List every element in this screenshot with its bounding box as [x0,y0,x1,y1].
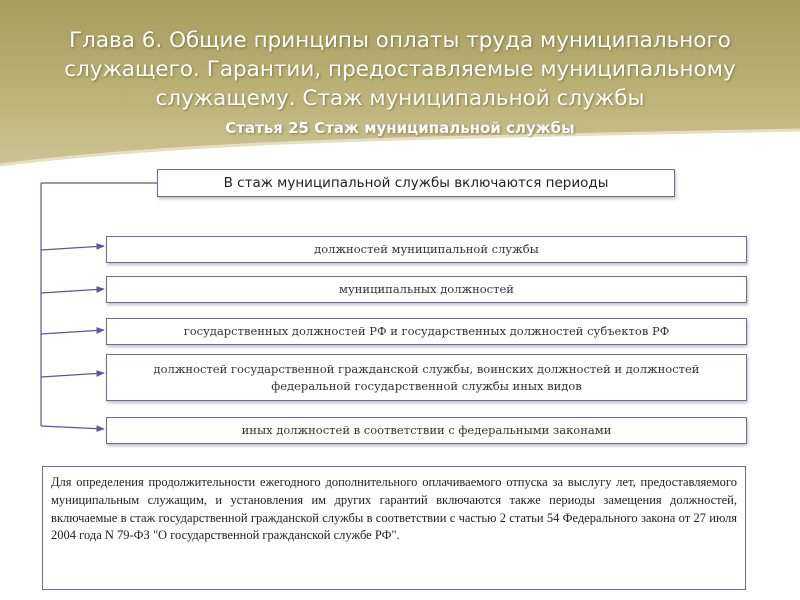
note-box: Для определения продолжительности ежегодного дополнительного оплачиваемого отпуска за выслугу лет, предоставляемого муниципальным служащим, и установления им других гарантий включаются также периоды замещения должностей, включаемые в стаж государственной гражданской службы в соответствии с частью 2 статьи 54 Федерального закона от 27 июля 2004 года N 79-ФЗ "О государственной гражданской службе РФ". [42,466,746,590]
item-node-3: государственных должностей РФ и государственных должностей субъектов РФ [106,318,747,345]
main-node: В стаж муниципальной службы включаются периоды [157,169,675,197]
page-subtitle: Статья 25 Стаж муниципальной службы [225,119,575,137]
page-title: Глава 6. Общие принципы оплаты труда муниципального служащего. Гарантии, предоставляемые муниципальному служащему. Стаж муниципальной службы [64,28,736,111]
item-node-2: муниципальных должностей [106,276,747,303]
item-node-5: иных должностей в соответствии с федеральными законами [106,417,747,444]
item-node-1: должностей муниципальной службы [106,236,747,263]
item-node-4: должностей государственной гражданской службы, воинских должностей и должностей федеральной государственной службы иных видов [106,354,747,401]
